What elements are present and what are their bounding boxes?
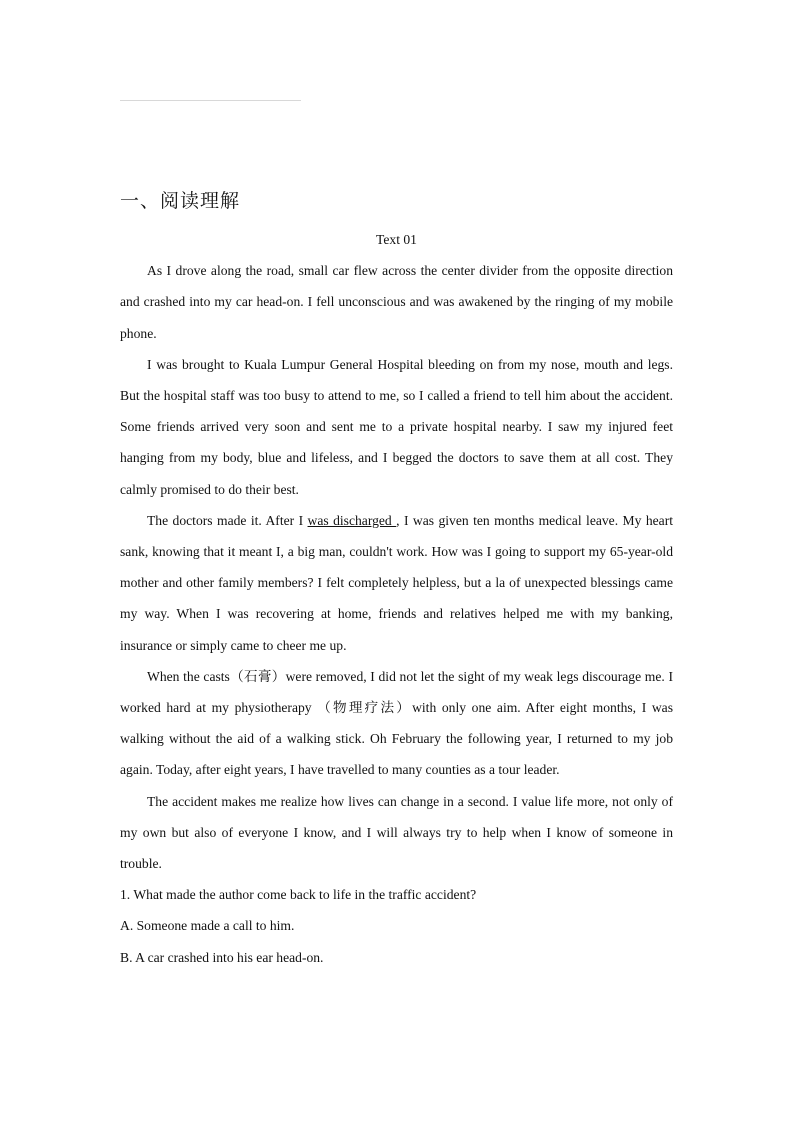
question-1-option-b: B. A car crashed into his ear head-on.	[120, 949, 324, 965]
header-rule	[120, 100, 301, 101]
paragraph-3-rest: , I was given ten months medical leave. My heart sank, knowing that it meant I, a big man, couldn't work. How was I going to support my 65-year-old mother and other family members? I felt completely helpless, but a la of unexpected blessings came my way. When I was recovering at home, friends and relatives helped me with my banking, insurance or simply came to cheer me up.	[120, 512, 674, 653]
paragraph-1: As I drove along the road, small car flew across the center divider from the opposite direction and crashed into my car head-on. I fell unconscious and was awakened by the ringing of my mobile phone.	[120, 263, 673, 341]
reading-passage	[120, 224, 673, 973]
paragraph-5: The accident makes me realize how lives can change in a second. I value life more, not only of my own but also of everyone I know, and I will always try to help when I know of someone in trouble.	[120, 793, 673, 872]
paragraph-2: I was brought to Kuala Lumpur General Hospital bleeding on from my nose, mouth and legs. But the hospital staff was too busy to attend to me, so I called a friend to tell him about the accident. Some friends arrived very soon and sent me to a private hospital nearby. I saw my injured feet hanging from my body, blue and lifeless, and I begged the doctors to save them at all cost. They calmly promised to do their best.	[120, 356, 673, 497]
question-1-option-a: A. Someone made a call to him.	[120, 918, 295, 934]
paragraph-3	[120, 505, 673, 661]
underlined-phrase: was discharged	[307, 512, 397, 528]
paragraph-3-start: The doctors made it. After I	[147, 512, 308, 528]
question-1-stem: 1. What made the author come back to life in the traffic accident?	[120, 887, 477, 903]
section-heading: 一、阅读理解	[120, 190, 241, 212]
paragraph-4: When the casts（石膏）were removed, I did not let the sight of my weak legs discourage me. I worked hard at my physiotherapy （物理疗法）with only one aim. After eight months, I was walking without the aid of a walking stick. Oh February the following year, I returned to my job again. Today, after eight years, I have travelled to many counties as a tour leader.	[120, 668, 673, 778]
passage-title: Text 01	[376, 232, 417, 247]
